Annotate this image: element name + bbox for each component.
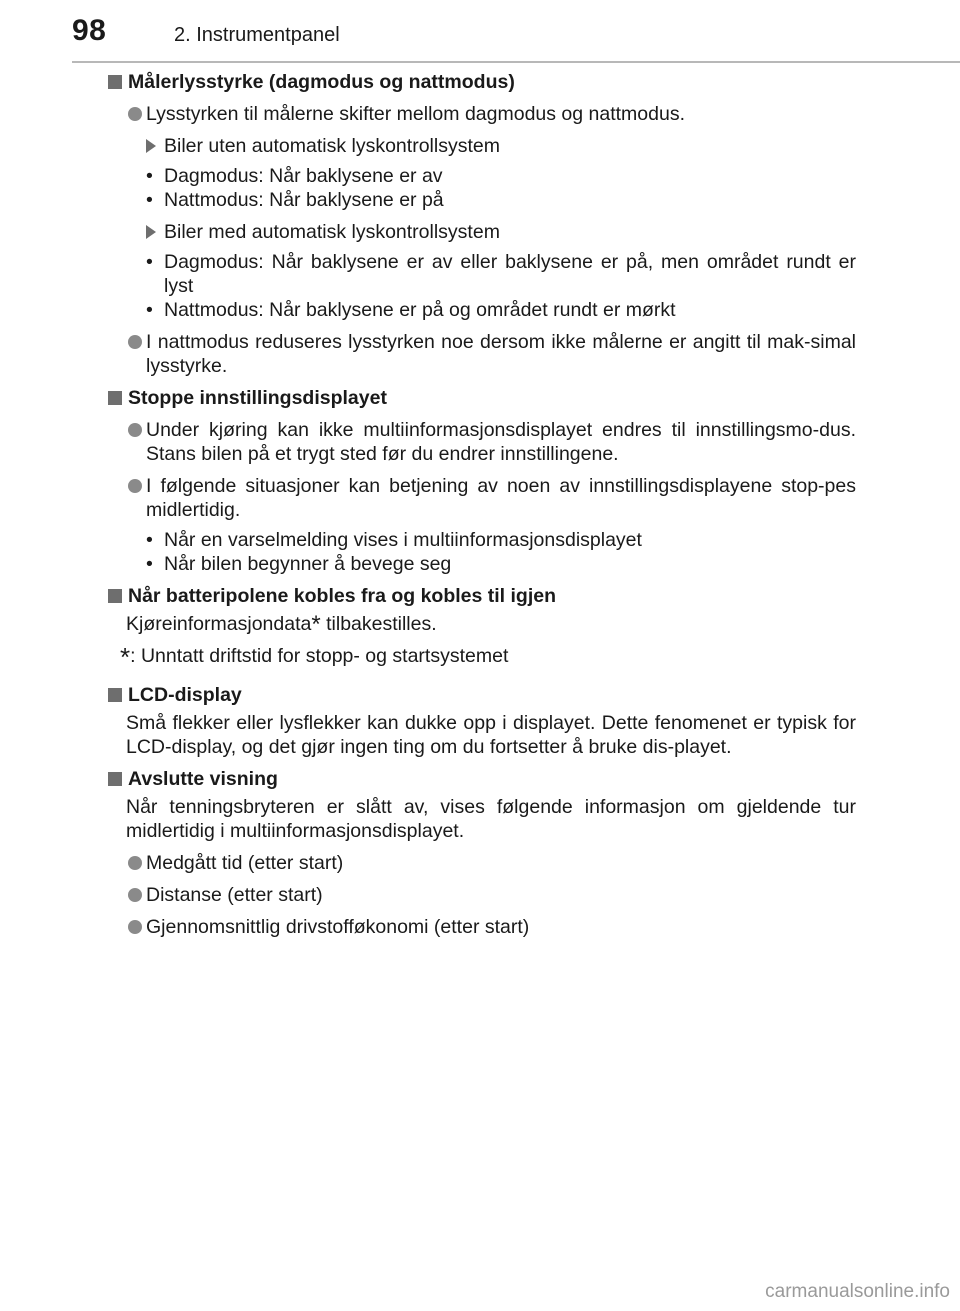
section-heading: Når batteripolene kobles fra og kobles til igjen — [108, 584, 856, 608]
footnote-marker: * — [311, 611, 321, 638]
circle-bullet-icon — [128, 920, 142, 934]
list-item: • Når bilen begynner å bevege seg — [146, 553, 452, 575]
triangle-arrow-icon — [146, 225, 156, 239]
paragraph: Små flekker eller lysflekker kan dukke opp i displayet. Dette fenomenet er typisk for LCD-display, og det gjør ingen ting om du fortsetter å bruke dis-playet. — [126, 712, 856, 758]
page-content — [108, 68, 856, 939]
circle-bullet-icon — [128, 479, 142, 493]
square-bullet-icon — [108, 391, 122, 405]
circle-bullet-icon — [128, 888, 142, 902]
square-bullet-icon — [108, 772, 122, 786]
paragraph: Kjøreinformasjondata* tilbakestilles. — [126, 611, 437, 638]
list-item: I nattmodus reduseres lysstyrken noe dersom ikke målerne er angitt til mak-simal lysstyrke. — [128, 330, 856, 378]
circle-bullet-icon — [128, 423, 142, 437]
list-item: • Når en varselmelding vises i multiinformasjonsdisplayet — [146, 529, 642, 551]
section-heading: Målerlysstyrke (dagmodus og nattmodus) — [108, 70, 856, 94]
list-item: Lysstyrken til målerne skifter mellom dagmodus og nattmodus. — [128, 102, 856, 126]
list-item: Gjennomsnittlig drivstofføkonomi (etter start) — [128, 915, 856, 939]
bullet-list — [146, 528, 856, 576]
footnote-marker: * — [120, 642, 131, 672]
list-item: Distanse (etter start) — [128, 883, 856, 907]
bullet-list — [146, 250, 856, 322]
watermark: carmanualsonline.info — [765, 1281, 950, 1302]
circle-bullet-icon — [128, 107, 142, 121]
square-bullet-icon — [108, 75, 122, 89]
list-item: Medgått tid (etter start) — [128, 851, 856, 875]
square-bullet-icon — [108, 589, 122, 603]
bullet-list — [146, 164, 856, 212]
list-item: Under kjøring kan ikke multiinformasjonsdisplayet endres til innstillingsmo-dus. Stans bilen på et trygt sted før du endrer innstillingene. — [128, 418, 856, 466]
section-heading: Avslutte visning — [108, 767, 856, 791]
paragraph: Når tenningsbryteren er slått av, vises følgende informasjon om gjeldende tur midlertidig i multiinformasjonsdisplayet. — [126, 796, 856, 842]
circle-bullet-icon — [128, 335, 142, 349]
list-item: I følgende situasjoner kan betjening av noen av innstillingsdisplayene stop-pes midlertidig. — [128, 474, 856, 522]
section-heading: LCD-display — [108, 683, 856, 707]
sub-heading: Biler uten automatisk lyskontrollsystem — [146, 134, 856, 158]
triangle-arrow-icon — [146, 139, 156, 153]
chapter-title: 2. Instrumentpanel — [174, 24, 340, 46]
square-bullet-icon — [108, 688, 122, 702]
circle-bullet-icon — [128, 856, 142, 870]
list-item: • Dagmodus: Når baklysene er av eller baklysene er på, men området rundt er lyst — [146, 251, 856, 297]
sub-heading: Biler med automatisk lyskontrollsystem — [146, 220, 856, 244]
list-item: • Nattmodus: Når baklysene er på — [146, 189, 444, 211]
section-heading: Stoppe innstillingsdisplayet — [108, 386, 856, 410]
list-item: • Dagmodus: Når baklysene er av — [146, 165, 443, 187]
page-number: 98 — [72, 14, 107, 47]
footnote: *: Unntatt driftstid for stopp- og startsystemet — [120, 642, 509, 672]
header-divider — [72, 61, 960, 63]
page-header — [0, 0, 960, 62]
list-item: • Nattmodus: Når baklysene er på og området rundt er mørkt — [146, 299, 676, 321]
